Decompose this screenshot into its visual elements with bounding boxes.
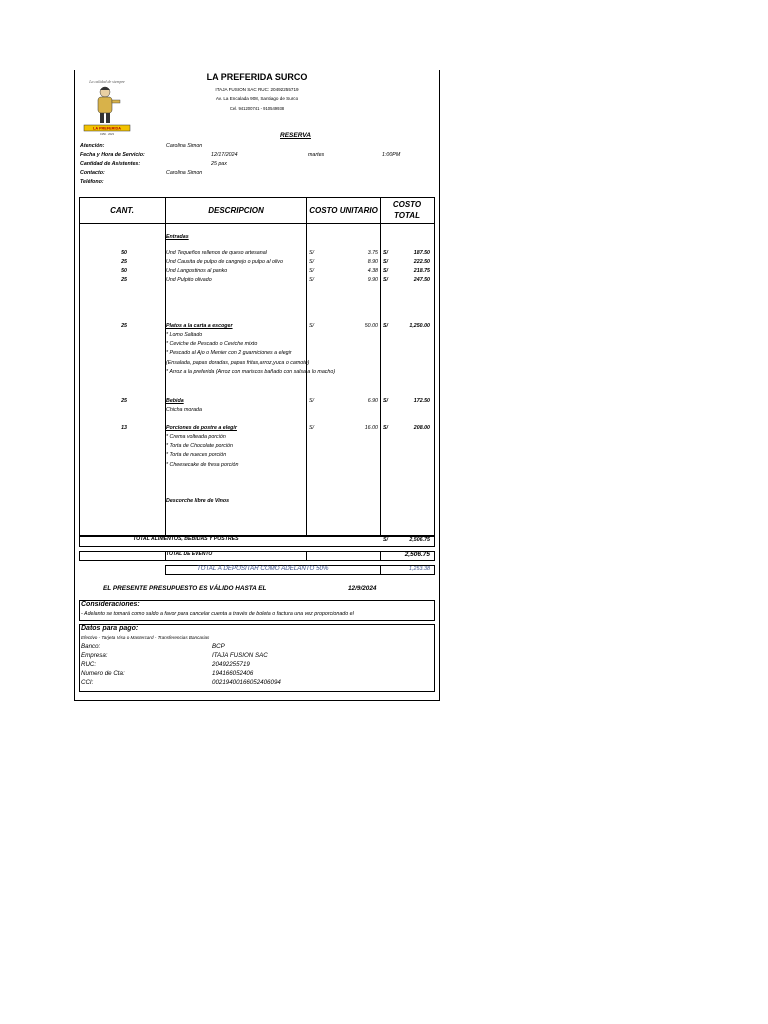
budget-document xyxy=(74,70,440,701)
col-total-header-1: COSTO xyxy=(392,200,422,209)
postre-unit: 16.00 xyxy=(364,425,378,431)
logo-arc-text: La calidad de siempre xyxy=(89,79,125,84)
bank-value: BCP xyxy=(212,643,225,650)
currency-label: S/ xyxy=(309,259,315,265)
col-qty-header: CANT. xyxy=(110,206,134,215)
bebida-item: Chicha morada xyxy=(166,407,202,413)
logo-badge-text: LA PREFERIDA xyxy=(93,126,121,131)
postre-title: Porciones de postre a elegir xyxy=(166,425,237,431)
logo-year: 1950 · 2023 xyxy=(100,133,114,136)
service-time-value: 1:00PM xyxy=(382,152,401,158)
platos-qty: 25 xyxy=(121,323,127,329)
attention-label: Atención: xyxy=(80,143,105,149)
entrada-desc: Und Tequeños rellenos de queso artesanal xyxy=(166,250,267,256)
address: Av. La Encalada 908, Santiago de Surco xyxy=(215,96,299,101)
platos-unit: 50.00 xyxy=(364,323,378,329)
cci-value: 00219400166052406094 xyxy=(212,679,281,686)
bebida-qty: 25 xyxy=(121,398,127,404)
contact-label: Contacto: xyxy=(80,170,105,176)
currency-label: S/ xyxy=(309,250,315,256)
currency-label: S/ xyxy=(309,268,315,274)
currency-label: S/ xyxy=(309,277,315,283)
entrada-unit: 4.38 xyxy=(367,268,378,274)
deposit-value: 1,253.38 xyxy=(409,565,430,572)
postre-total: 208.00 xyxy=(413,425,430,431)
entrada-total: 247.50 xyxy=(413,277,430,283)
currency-label: S/ xyxy=(383,277,389,283)
currency-label: S/ xyxy=(383,268,389,274)
entrada-desc: Und Langostinos al panko xyxy=(166,268,228,274)
validity-text: EL PRESENTE PRESUPUESTO ES VÁLIDO HASTA EL xyxy=(103,585,267,592)
entradas-title: Entradas xyxy=(166,234,189,240)
entrada-unit: 8.90 xyxy=(367,259,378,265)
col-total-header-2: TOTAL xyxy=(394,211,420,220)
considerations-title: Consideraciones: xyxy=(81,601,140,608)
ruc-value: 20492255719 xyxy=(212,661,250,668)
contact-value: Carolina Simon xyxy=(166,170,203,176)
reservation-label: RESERVA xyxy=(280,132,311,139)
col-desc-header: DESCRIPCION xyxy=(208,206,264,215)
postre-item: * Torta de Chocolate porción xyxy=(166,443,233,449)
phone-label: Teléfono: xyxy=(80,179,104,185)
total-event-label: TOTAL DE EVENTO xyxy=(166,551,213,557)
company-line: ITAJA FUSION SAC RUC: 20492255719 xyxy=(215,87,299,92)
currency-label: S/ xyxy=(309,425,315,431)
company-label: Empresa: xyxy=(81,652,108,659)
platos-item: * Lomo Saltado xyxy=(166,332,203,338)
entrada-qty: 50 xyxy=(121,268,127,274)
total-food-value: 2,506.75 xyxy=(409,537,430,543)
entrada-qty: 25 xyxy=(121,259,127,265)
service-day-value: martes xyxy=(308,152,325,158)
platos-item: * Pescado al Ajo o Menier con 2 guarniciones a elegir xyxy=(166,350,292,356)
entrada-desc: Und Pulpito olivado xyxy=(166,277,212,283)
entrada-total: 218.75 xyxy=(413,268,430,274)
currency-label: S/ xyxy=(309,323,315,329)
entrada-total: 187.50 xyxy=(413,250,430,256)
platos-total: 1,250.00 xyxy=(409,323,430,329)
ruc-label: RUC: xyxy=(81,661,97,668)
platos-item: * Arroz a la preferida (Arroz con mariscos bañado con salsa a lo macho) xyxy=(166,369,336,375)
attention-value: Carolina Simon xyxy=(166,143,203,149)
deposit-label: TOTAL A DEPOSITAR COMO ADELANTO 50% xyxy=(197,565,329,572)
currency-label: S/ xyxy=(383,250,389,256)
currency-label: S/ xyxy=(383,425,389,431)
platos-item: * Ceviche de Pescado o Ceviche mixto xyxy=(166,341,258,347)
phone: Cel. 941200741 - 910549938 xyxy=(229,106,285,111)
entrada-qty: 25 xyxy=(121,277,127,283)
bebida-title: Bebida xyxy=(166,398,184,404)
platos-item: (Ensalada, papas doradas, papas fritas,arroz,yuca o camote) xyxy=(166,360,310,366)
service-date-value: 12/17/2024 xyxy=(211,152,238,158)
bank-label: Banco: xyxy=(81,643,101,650)
postre-qty: 13 xyxy=(121,425,127,431)
service-date-label: Fecha y Hora de Servicio: xyxy=(80,152,145,158)
cci-label: CCI: xyxy=(81,679,94,686)
bebida-total: 172.50 xyxy=(413,398,430,404)
currency-label: S/ xyxy=(309,398,315,404)
attendees-value: 25 pax xyxy=(211,161,227,167)
col-unit-header: COSTO UNITARIO xyxy=(309,206,378,215)
validity-date: 12/9/2024 xyxy=(348,585,377,592)
account-value: 194166052406 xyxy=(212,670,254,677)
currency-label: S/ xyxy=(383,398,389,404)
considerations-text: - Adelanto se tomará como saldo a favor para cancelar cuenta a través de boleta o factura una vez proporcionado el xyxy=(81,611,354,617)
postre-item: * Crema volteada porción xyxy=(166,434,226,440)
payment-title: Datos para pago: xyxy=(81,625,139,632)
total-event-value: 2,506.75 xyxy=(404,551,430,558)
payment-methods: Efectivo - Tarjeta Visa o Mastercard - Transferencias Bancarias xyxy=(81,635,210,640)
entrada-unit: 3.75 xyxy=(367,250,378,256)
currency-label: S/ xyxy=(383,537,389,543)
entrada-qty: 50 xyxy=(121,250,127,256)
bebida-unit: 6.90 xyxy=(367,398,378,404)
brand-logo xyxy=(81,74,133,136)
page-title: LA PREFERIDA SURCO xyxy=(206,72,308,82)
descorche-note: Descorche libre de Vinos xyxy=(166,498,230,504)
platos-title: Platos a la carta a escoger xyxy=(166,323,233,329)
items-table xyxy=(79,197,435,537)
currency-label: S/ xyxy=(383,323,389,329)
currency-label: S/ xyxy=(383,259,389,265)
attendees-label: Cantidad de Asistentes: xyxy=(80,161,141,167)
entrada-total: 222.50 xyxy=(413,259,430,265)
total-food-label: TOTAL ALIMENTOS, BEBIDAS Y POSTRES xyxy=(133,536,239,542)
postre-item: * Cheesecake de fresa porción xyxy=(166,462,239,468)
postre-item: * Torta de nueces porción xyxy=(166,452,227,458)
entrada-desc: Und Causita de pulpo de cangrejo o pulpo al olivo xyxy=(166,259,283,265)
account-label: Numero de Cta: xyxy=(81,670,125,677)
entrada-unit: 9.90 xyxy=(367,277,378,283)
company-value: ITAJA FUSION SAC xyxy=(212,652,268,659)
